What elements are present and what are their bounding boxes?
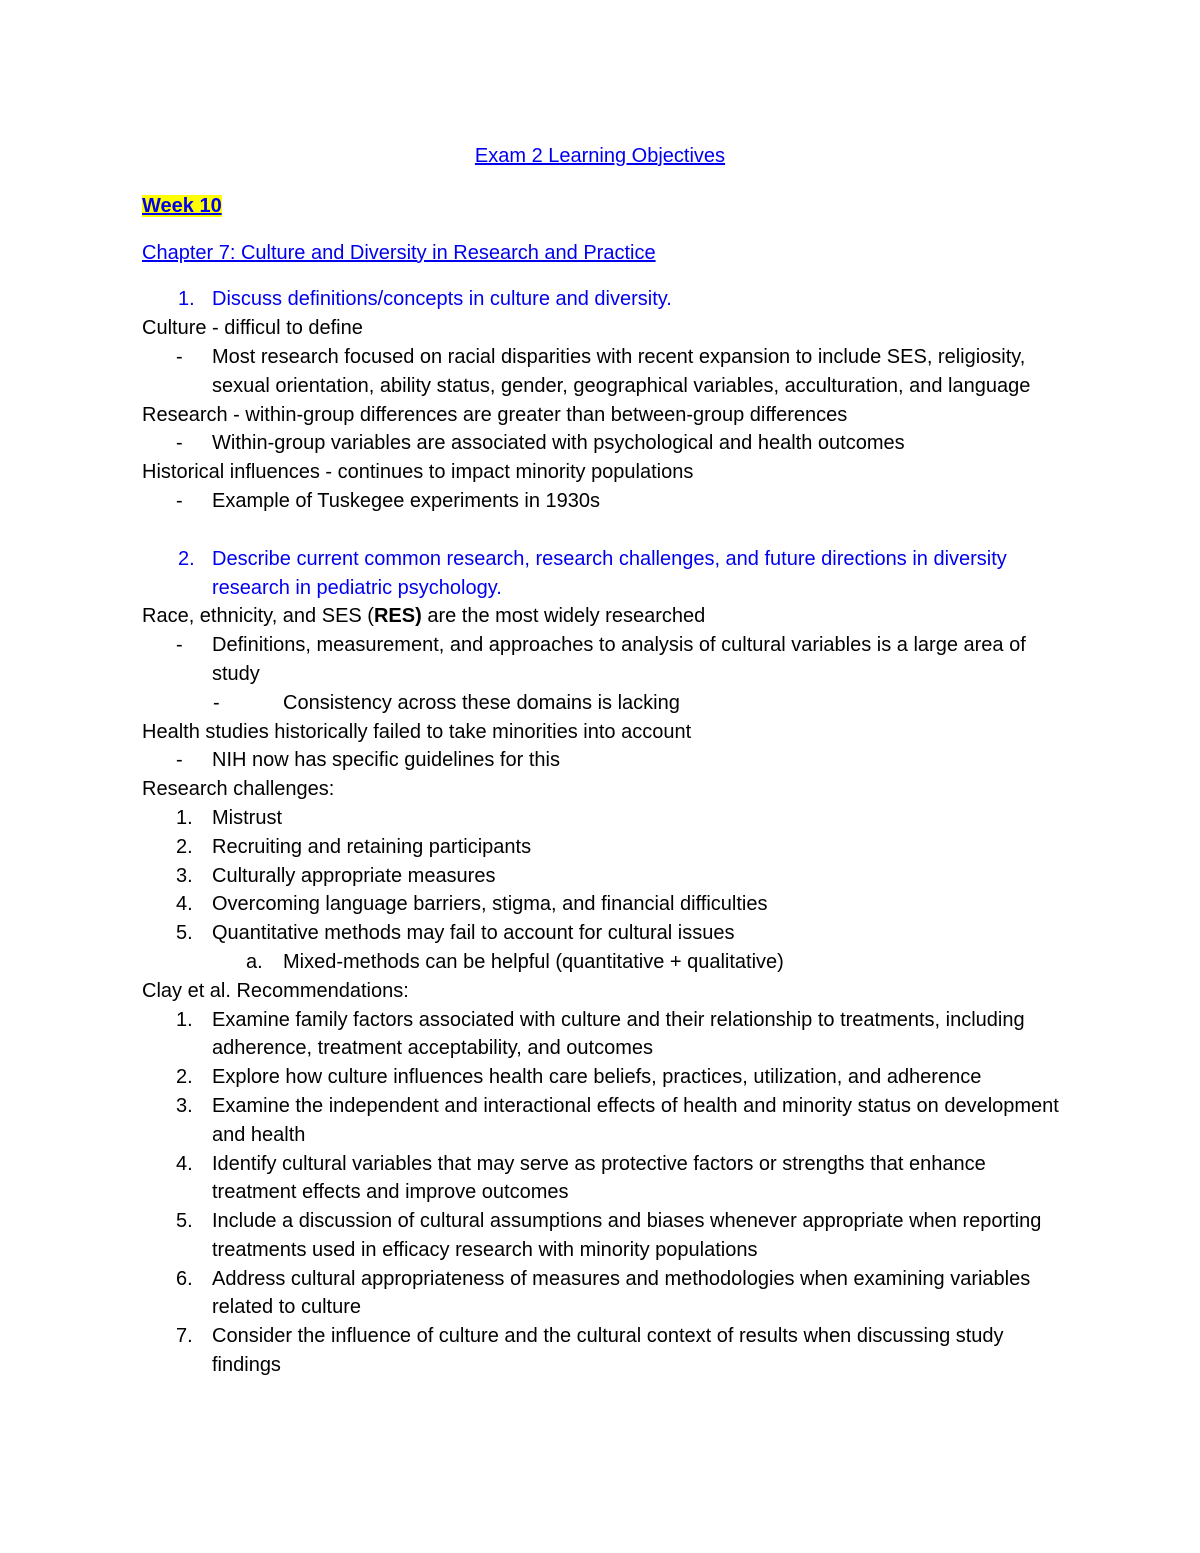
- list-text: Include a discussion of cultural assumptions and biases whenever appropriate when reporting treatments used in efficacy research with minority populations: [212, 1210, 1042, 1261]
- list-item: [142, 1092, 1070, 1150]
- list-text: Overcoming language barriers, stigma, and financial difficulties: [212, 893, 768, 916]
- research-bullet-text: Within-group variables are associated with psychological and health outcomes: [212, 432, 905, 455]
- dash-marker: -: [176, 432, 183, 455]
- list-item: [142, 804, 1070, 833]
- list-text: Address cultural appropriateness of measures and methodologies when examining variables related to culture: [212, 1267, 1031, 1319]
- list-number: 7.: [176, 1325, 193, 1348]
- objective-2-number: 2.: [178, 547, 195, 570]
- research-bullet: [142, 429, 1070, 458]
- dash-marker: -: [176, 634, 183, 657]
- race-line-bold: RES): [373, 605, 422, 628]
- objective-2: [142, 545, 1070, 603]
- historical-bullet-text: Example of Tuskegee experiments in 1930s: [212, 489, 600, 512]
- race-subbullet-text: Consistency across these domains is lacking: [283, 691, 680, 714]
- list-number: 5.: [176, 1210, 193, 1233]
- race-bullet-text: Definitions, measurement, and approaches to analysis of cultural variables is a large area of study: [212, 634, 1026, 685]
- week-label: Week 10: [142, 194, 222, 217]
- dash-marker: -: [176, 489, 183, 512]
- historical-bullet: [142, 487, 1070, 516]
- list-item: [142, 862, 1070, 891]
- race-subbullet: [142, 689, 1070, 718]
- culture-bullet-text: Most research focused on racial disparities with recent expansion to include SES, religiosity, sexual orientation, ability status, gender, geographical variables, acculturation, and language: [212, 345, 1031, 397]
- race-line: [142, 602, 1070, 631]
- list-text: Mixed-methods can be helpful (quantitative + qualitative): [283, 950, 784, 973]
- health-bullet: [142, 746, 1070, 775]
- health-line: Health studies historically failed to take minorities into account: [142, 720, 692, 743]
- clay-line: Clay et al. Recommendations:: [142, 979, 409, 1002]
- list-item: [142, 833, 1070, 862]
- list-text: Identify cultural variables that may serve as protective factors or strengths that enhance treatment effects and improve outcomes: [212, 1152, 986, 1204]
- race-line-pre: Race, ethnicity, and SES (: [142, 605, 374, 628]
- list-text: Mistrust: [212, 806, 282, 829]
- list-number: 3.: [176, 1094, 193, 1117]
- list-item: [142, 1322, 1070, 1380]
- list-item: [142, 1265, 1070, 1323]
- research-line: Research - within-group differences are greater than between-group differences: [142, 403, 848, 426]
- culture-line: Culture - difficul to define: [142, 317, 363, 340]
- health-bullet-text: NIH now has specific guidelines for this: [212, 749, 560, 772]
- list-number: 2.: [176, 1066, 193, 1089]
- list-text: Culturally appropriate measures: [212, 864, 496, 887]
- list-number: 4.: [176, 1152, 193, 1175]
- list-item: [142, 1207, 1070, 1265]
- list-item: [142, 1150, 1070, 1208]
- list-text: Examine family factors associated with culture and their relationship to treatments, including adherence, treatment acceptability, and outcomes: [212, 1008, 1025, 1060]
- list-text: Explore how culture influences health care beliefs, practices, utilization, and adherence: [212, 1066, 982, 1089]
- list-text: Recruiting and retaining participants: [212, 835, 532, 858]
- race-line-post: are the most widely researched: [421, 605, 706, 628]
- historical-line: Historical influences - continues to impact minority populations: [142, 461, 694, 484]
- culture-bullet: [142, 343, 1070, 401]
- list-number: 4.: [176, 893, 193, 916]
- list-number: 5.: [176, 922, 193, 945]
- list-text: Examine the independent and interactional effects of health and minority status on development and health: [212, 1094, 1059, 1146]
- list-letter: a.: [246, 950, 263, 973]
- list-number: 3.: [176, 864, 193, 887]
- week-heading: [142, 192, 1070, 221]
- document-title: Exam 2 Learning Objectives: [474, 145, 726, 167]
- dash-marker: -: [176, 345, 183, 368]
- list-item: [142, 890, 1070, 919]
- list-subitem: [142, 948, 1070, 977]
- challenges-line: Research challenges:: [142, 778, 335, 801]
- race-bullet: [142, 631, 1070, 689]
- objective-2-text: Describe current common research, research challenges, and future directions in diversity research in pediatric psychology.: [212, 547, 1007, 599]
- dash-marker: -: [176, 749, 183, 772]
- list-number: 1.: [176, 806, 193, 829]
- list-number: 2.: [176, 835, 193, 858]
- chapter-heading: Chapter 7: Culture and Diversity in Research and Practice: [142, 241, 656, 264]
- list-text: Quantitative methods may fail to account for cultural issues: [212, 922, 735, 945]
- list-number: 6.: [176, 1267, 193, 1290]
- objective-1-number: 1.: [178, 288, 195, 311]
- list-item: [142, 919, 1070, 948]
- list-text: Consider the influence of culture and the cultural context of results when discussing study findings: [212, 1325, 1004, 1377]
- list-item: [142, 1006, 1070, 1064]
- objective-1: [142, 285, 1070, 314]
- list-item: [142, 1063, 1070, 1092]
- dash-marker: -: [213, 691, 220, 714]
- list-number: 1.: [176, 1008, 193, 1031]
- objective-1-text: Discuss definitions/concepts in culture and diversity.: [212, 288, 672, 311]
